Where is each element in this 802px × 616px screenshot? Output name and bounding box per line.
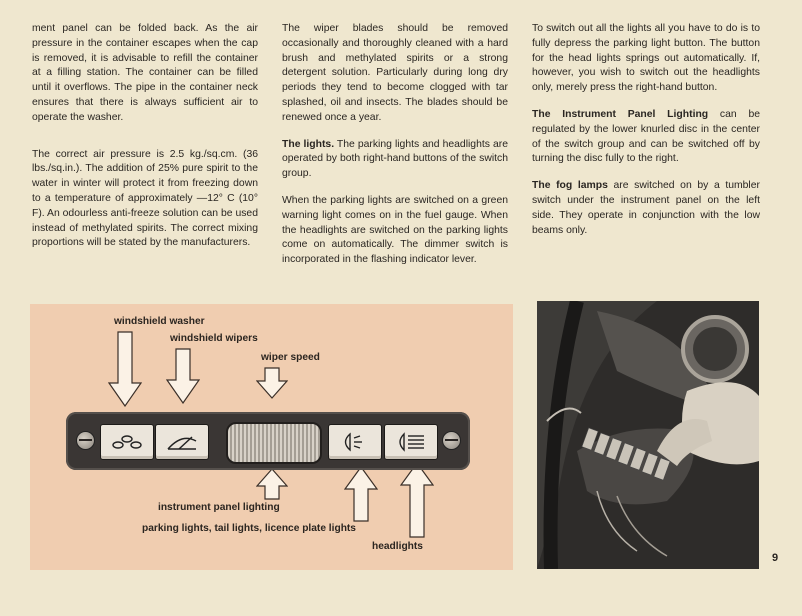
paragraph: [282, 138, 508, 182]
arrow-down-icon: [166, 348, 200, 404]
arrow-up-icon: [256, 468, 288, 500]
label-instrument-panel-lighting: instrument panel lighting: [158, 502, 280, 513]
paragraph: When the parking lights are switched on a green warning light comes on in the fuel gauge. When the headlights are switched on the parking lights come on automatically. The dimmer switch is incorporated in the flashing indicator lever.: [282, 194, 508, 266]
paragraph: ment panel can be folded back. As the air pressure in the container escapes when the cap is removed, it is advisable to refill the container at a filling station. The container can be filled until it overflows. The pipe in the container neck ensures that there is always sufficient air to operate the washer.: [32, 23, 258, 123]
page-number: 9: [772, 552, 779, 564]
arrow-down-icon: [108, 331, 142, 407]
label-windshield-washer: windshield washer: [114, 316, 205, 327]
arrow-up-icon: [400, 462, 434, 538]
switch-group-diagram: [30, 304, 513, 570]
paragraph: To switch out all the lights all you have to do is to fully depress the parking light button. The button for the head lights springs out automatically. If, however, you wish to switch out the headlights only, merely press the right-hand button.: [532, 23, 760, 94]
label-headlights: headlights: [372, 541, 423, 552]
screw-icon: [76, 431, 95, 450]
washer-icon: [110, 431, 144, 453]
arrow-down-icon: [256, 367, 288, 399]
paragraph: The correct air pressure is 2.5 kg./sq.cm. (36 lbs./sq.in.). The addition of 25% pure spirit to the water in winter will protect it from freezing down to a temperature of approximately —12° C (10° F). An odourless anti-freeze solution can be used instead of methylated spirits. The correct mixing proportions will be stated by the manufacturers.: [32, 148, 258, 249]
dashboard-photo: [537, 301, 759, 569]
paragraph: [532, 179, 760, 238]
paragraph: [532, 108, 760, 167]
heading-the-lights: The lights.: [282, 138, 335, 150]
headlights-button[interactable]: [384, 424, 438, 460]
headlight-icon: [394, 431, 428, 453]
text-column-right: [532, 22, 760, 250]
screw-icon: [442, 431, 461, 450]
switch-panel: [66, 412, 470, 470]
parking-lights-button[interactable]: [328, 424, 382, 460]
arrow-up-icon: [344, 466, 378, 522]
heading-fog-lamps: The fog lamps: [532, 180, 608, 192]
paragraph-body: can be regulated by the lower knurled disc in the center of the switch group and can be switched off by turning the disc fully to the right.: [532, 108, 760, 165]
label-parking-lights: parking lights, tail lights, licence plate lights: [142, 523, 356, 534]
heading-instrument-panel-lighting: The Instrument Panel Lighting: [532, 108, 709, 120]
paragraph-body: are switched on by a tumbler switch under the instrument panel on the left side. They operate in conjunction with the low beams only.: [532, 180, 760, 236]
dashboard-photo-illustration: [537, 301, 759, 569]
label-wiper-speed: wiper speed: [261, 352, 320, 363]
windshield-washer-button[interactable]: [100, 424, 154, 460]
instrument-panel-lighting-wheel[interactable]: [226, 422, 322, 464]
text-column-left: [32, 22, 258, 263]
wiper-icon: [165, 431, 199, 453]
label-windshield-wipers: windshield wipers: [170, 333, 258, 344]
text-column-middle: [282, 22, 508, 280]
windshield-wipers-button[interactable]: [155, 424, 209, 460]
paragraph-body: The parking lights and headlights are operated by both right-hand buttons of the switch group.: [282, 138, 508, 180]
parking-light-icon: [338, 431, 372, 453]
paragraph: The wiper blades should be removed occasionally and thoroughly cleaned with a hard brush and methylated spirits or a strong detergent solution. Particularly during long dry periods they tend to become clogged with tar splashed, oil and insects. The blades should be renewed once a year.: [282, 23, 508, 123]
